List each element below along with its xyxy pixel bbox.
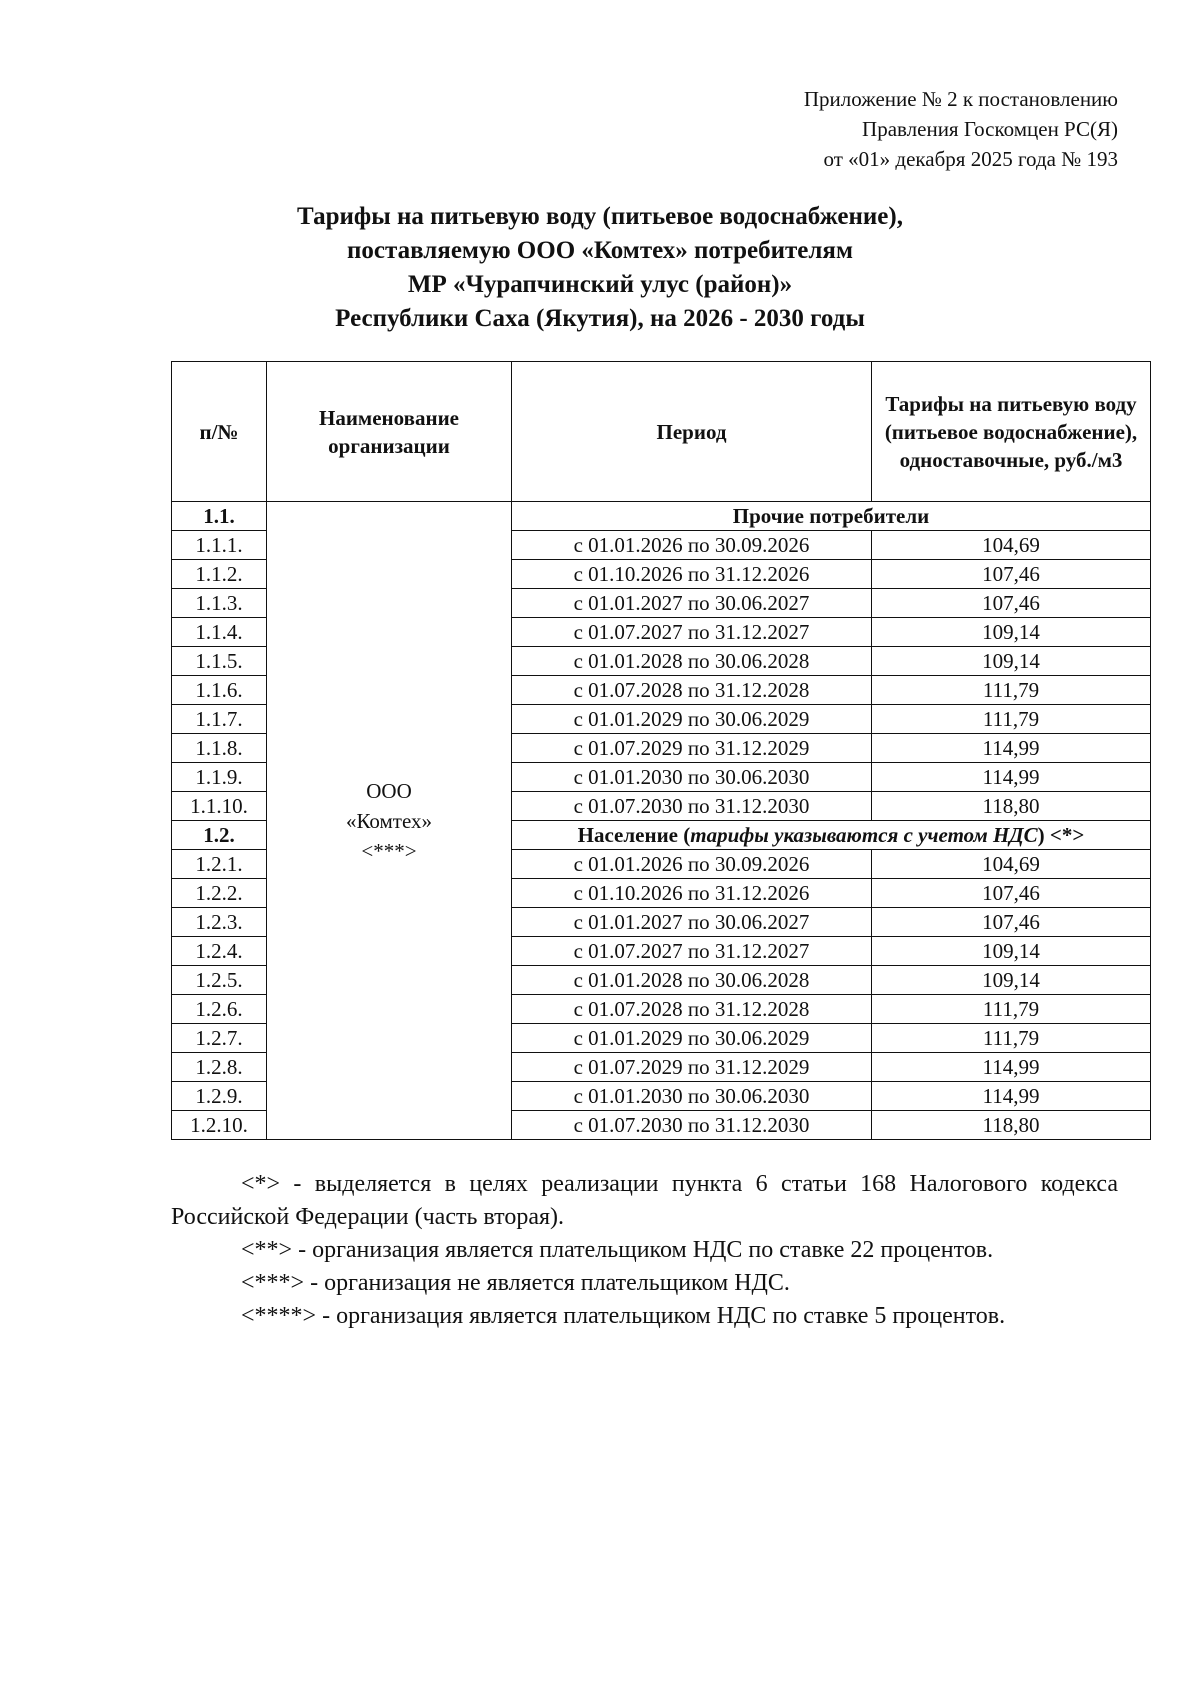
row-number: 1.1.3. — [172, 589, 267, 618]
section-row — [172, 502, 1151, 531]
header-num: п/№ — [172, 362, 267, 502]
row-number: 1.2.6. — [172, 995, 267, 1024]
row-tariff: 107,46 — [872, 908, 1151, 937]
row-tariff: 104,69 — [872, 531, 1151, 560]
header-organization: Наименование организации — [267, 362, 512, 502]
row-tariff: 114,99 — [872, 734, 1151, 763]
row-tariff: 109,14 — [872, 937, 1151, 966]
row-period: с 01.07.2028 по 31.12.2028 — [512, 995, 872, 1024]
row-number: 1.1.1. — [172, 531, 267, 560]
table-header-row — [172, 362, 1151, 502]
row-period: с 01.01.2030 по 30.06.2030 — [512, 763, 872, 792]
title-line: поставляемую ООО «Комтех» потребителям — [347, 237, 853, 264]
organization-name-line: <***> — [361, 838, 417, 863]
section-number: 1.2. — [172, 821, 267, 850]
organization-name-line: «Комтех» — [345, 808, 433, 833]
row-period: с 01.07.2028 по 31.12.2028 — [512, 676, 872, 705]
section-number: 1.1. — [172, 502, 267, 531]
row-tariff: 107,46 — [872, 560, 1151, 589]
row-period: с 01.01.2028 по 30.06.2028 — [512, 966, 872, 995]
row-period: с 01.07.2027 по 31.12.2027 — [512, 937, 872, 966]
row-tariff: 114,99 — [872, 1082, 1151, 1111]
row-period: с 01.01.2027 по 30.06.2027 — [512, 589, 872, 618]
row-number: 1.1.10. — [172, 792, 267, 821]
annex-line: Правления Госкомцен РС(Я) — [862, 117, 1118, 141]
annex-reference — [600, 84, 1118, 174]
section-title-italic: тарифы указываются с учетом НДС — [690, 822, 1038, 847]
title-line: МР «Чурапчинский улус (район)» — [407, 271, 793, 298]
row-number: 1.2.7. — [172, 1024, 267, 1053]
footnote: <*> - выделяется в целях реализации пункта 6 статьи 168 Налогового кодекса Российской Федерации (часть вторая). — [171, 1171, 1118, 1230]
row-tariff: 109,14 — [872, 618, 1151, 647]
row-number: 1.2.10. — [172, 1111, 267, 1140]
row-number: 1.1.2. — [172, 560, 267, 589]
document-title — [150, 200, 1050, 336]
row-period: с 01.07.2030 по 31.12.2030 — [512, 792, 872, 821]
row-tariff: 104,69 — [872, 850, 1151, 879]
annex-line: Приложение № 2 к постановлению — [803, 87, 1118, 111]
row-tariff: 107,46 — [872, 879, 1151, 908]
row-period: с 01.10.2026 по 31.12.2026 — [512, 879, 872, 908]
section-title-start: Население ( — [577, 822, 691, 847]
row-tariff: 114,99 — [872, 763, 1151, 792]
title-line: Тарифы на питьевую воду (питьевое водоснабжение), — [297, 203, 903, 230]
footnote: <****> - организация является плательщиком НДС по ставке 5 процентов. — [241, 1303, 1006, 1329]
row-number: 1.2.1. — [172, 850, 267, 879]
row-number: 1.2.2. — [172, 879, 267, 908]
row-period: с 01.01.2027 по 30.06.2027 — [512, 908, 872, 937]
row-period: с 01.01.2029 по 30.06.2029 — [512, 705, 872, 734]
header-tariff: Тарифы на питьевую воду (питьевое водоснабжение), одноставочные, руб./м3 — [872, 362, 1151, 502]
row-number: 1.1.8. — [172, 734, 267, 763]
row-period: с 01.07.2027 по 31.12.2027 — [512, 618, 872, 647]
row-tariff: 107,46 — [872, 589, 1151, 618]
title-line: Республики Саха (Якутия), на 2026 - 2030 годы — [335, 305, 865, 332]
row-tariff: 109,14 — [872, 647, 1151, 676]
organization-name-line: ООО — [366, 778, 412, 803]
tariff-table — [171, 361, 1151, 1140]
row-period: с 01.01.2030 по 30.06.2030 — [512, 1082, 872, 1111]
row-tariff: 109,14 — [872, 966, 1151, 995]
row-number: 1.2.3. — [172, 908, 267, 937]
row-number: 1.1.6. — [172, 676, 267, 705]
row-tariff: 111,79 — [872, 676, 1151, 705]
row-number: 1.1.9. — [172, 763, 267, 792]
row-period: с 01.07.2029 по 31.12.2029 — [512, 734, 872, 763]
section-title-end: ) <*> — [1037, 822, 1085, 847]
header-period: Период — [512, 362, 872, 502]
section-title — [512, 821, 1151, 850]
annex-line: от «01» декабря 2025 года № 193 — [823, 147, 1118, 171]
row-tariff: 118,80 — [872, 1111, 1151, 1140]
row-tariff: 111,79 — [872, 705, 1151, 734]
row-number: 1.1.4. — [172, 618, 267, 647]
section-title: Прочие потребители — [512, 502, 1151, 531]
footnotes — [171, 1168, 1118, 1333]
row-number: 1.1.5. — [172, 647, 267, 676]
row-period: с 01.07.2030 по 31.12.2030 — [512, 1111, 872, 1140]
row-period: с 01.01.2028 по 30.06.2028 — [512, 647, 872, 676]
row-tariff: 118,80 — [872, 792, 1151, 821]
row-period: с 01.07.2029 по 31.12.2029 — [512, 1053, 872, 1082]
row-tariff: 111,79 — [872, 995, 1151, 1024]
row-period: с 01.10.2026 по 31.12.2026 — [512, 560, 872, 589]
row-number: 1.1.7. — [172, 705, 267, 734]
row-tariff: 111,79 — [872, 1024, 1151, 1053]
row-number: 1.2.4. — [172, 937, 267, 966]
row-tariff: 114,99 — [872, 1053, 1151, 1082]
row-number: 1.2.8. — [172, 1053, 267, 1082]
footnote: <***> - организация не является плательщиком НДС. — [241, 1270, 790, 1296]
row-number: 1.2.5. — [172, 966, 267, 995]
organization-cell — [267, 502, 512, 1140]
footnote: <**> - организация является плательщиком НДС по ставке 22 процентов. — [241, 1237, 994, 1263]
row-period: с 01.01.2026 по 30.09.2026 — [512, 850, 872, 879]
row-number: 1.2.9. — [172, 1082, 267, 1111]
row-period: с 01.01.2026 по 30.09.2026 — [512, 531, 872, 560]
row-period: с 01.01.2029 по 30.06.2029 — [512, 1024, 872, 1053]
